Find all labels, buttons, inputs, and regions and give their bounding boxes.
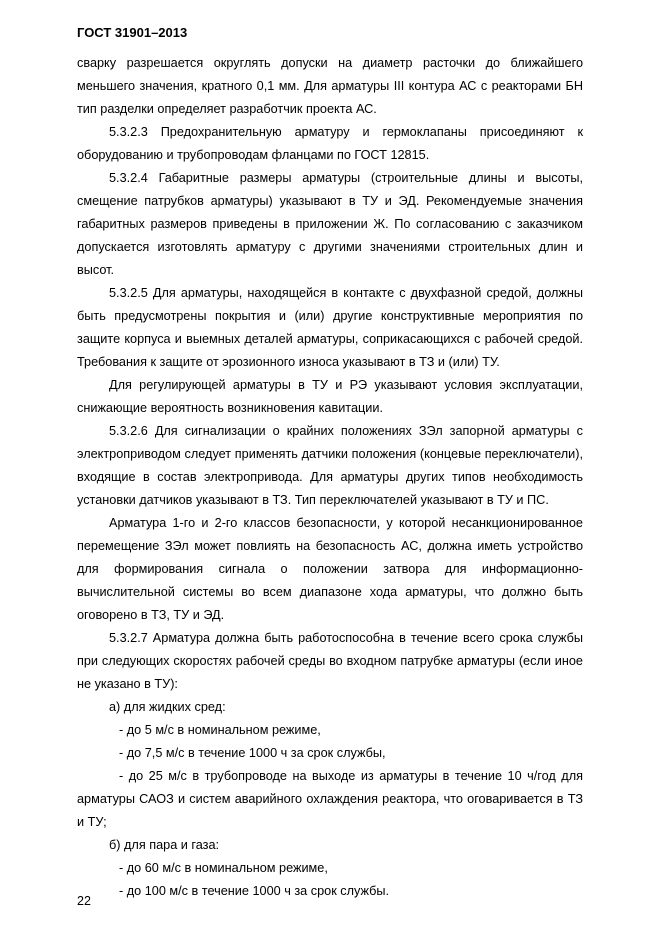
paragraph: Для регулирующей арматуры в ТУ и РЭ указывают условия эксплуатации, снижающие вероятность возникновения кавитации. <box>77 378 583 415</box>
document-header: ГОСТ 31901–2013 <box>77 25 188 40</box>
list-item: - до 5 м/с в номинальном режиме, <box>119 723 321 737</box>
paragraph: 5.3.2.4 Габаритные размеры арматуры (строительные длины и высоты, смещение патрубков арматуры) указывают в ТУ и ЭД. Рекомендуемые значения габаритных размеров приведены в приложении Ж. По согласованию с заказчиком допускается изготовлять арматуру с другими значениями строительных длин и высот. <box>77 171 583 277</box>
paragraph: Арматура 1-го и 2-го классов безопасности, у которой несанкционированное перемещение ЗЭл может повлиять на безопасность АС, должна иметь устройство для формирования сигнала о положении затвора для информационно-вычислительной системы во всем диапазоне хода арматуры, что должно быть оговорено в ТЗ, ТУ и ЭД. <box>77 516 583 622</box>
paragraph: 5.3.2.3 Предохранительную арматуру и гермоклапаны присоединяют к оборудованию и трубопроводам фланцами по ГОСТ 12815. <box>77 125 583 162</box>
paragraph: 5.3.2.6 Для сигнализации о крайних положениях ЗЭл запорной арматуры с электроприводом следует применять датчики положения (концевые переключатели), входящие в состав электропривода. Для арматуры других типов необходимость установки датчиков указывают в ТЗ. Тип переключателей указывают в ТУ и ПС. <box>77 424 583 507</box>
list-heading: б) для пара и газа: <box>109 838 220 852</box>
list-item: - до 25 м/с в трубопроводе на выходе из арматуры в течение 10 ч/год для арматуры САОЗ и систем аварийного охлаждения реактора, что оговаривается в ТЗ и ТУ; <box>77 769 583 829</box>
page-number: 22 <box>77 894 91 908</box>
list-heading: а) для жидких сред: <box>109 700 226 714</box>
paragraph: сварку разрешается округлять допуски на диаметр расточки до ближайшего меньшего значения, кратного 0,1 мм. Для арматуры III контура АС с реакторами БН тип разделки определяет разработчик проекта АС. <box>77 56 583 116</box>
paragraph: 5.3.2.7 Арматура должна быть работоспособна в течение всего срока службы при следующих скоростях рабочей среды во входном патрубке арматуры (если иное не указано в ТУ): <box>77 631 583 691</box>
list-item: - до 7,5 м/с в течение 1000 ч за срок службы, <box>119 746 386 760</box>
document-body <box>77 52 583 903</box>
list-item: - до 100 м/с в течение 1000 ч за срок службы. <box>119 884 390 898</box>
list-item: - до 60 м/с в номинальном режиме, <box>119 861 328 875</box>
paragraph: 5.3.2.5 Для арматуры, находящейся в контакте с двухфазной средой, должны быть предусмотрены покрытия и (или) другие конструктивные мероприятия по защите корпуса и выемных деталей арматуры, соприкасающихся с рабочей средой. Требования к защите от эрозионного износа указывают в ТЗ и (или) ТУ. <box>77 286 583 369</box>
